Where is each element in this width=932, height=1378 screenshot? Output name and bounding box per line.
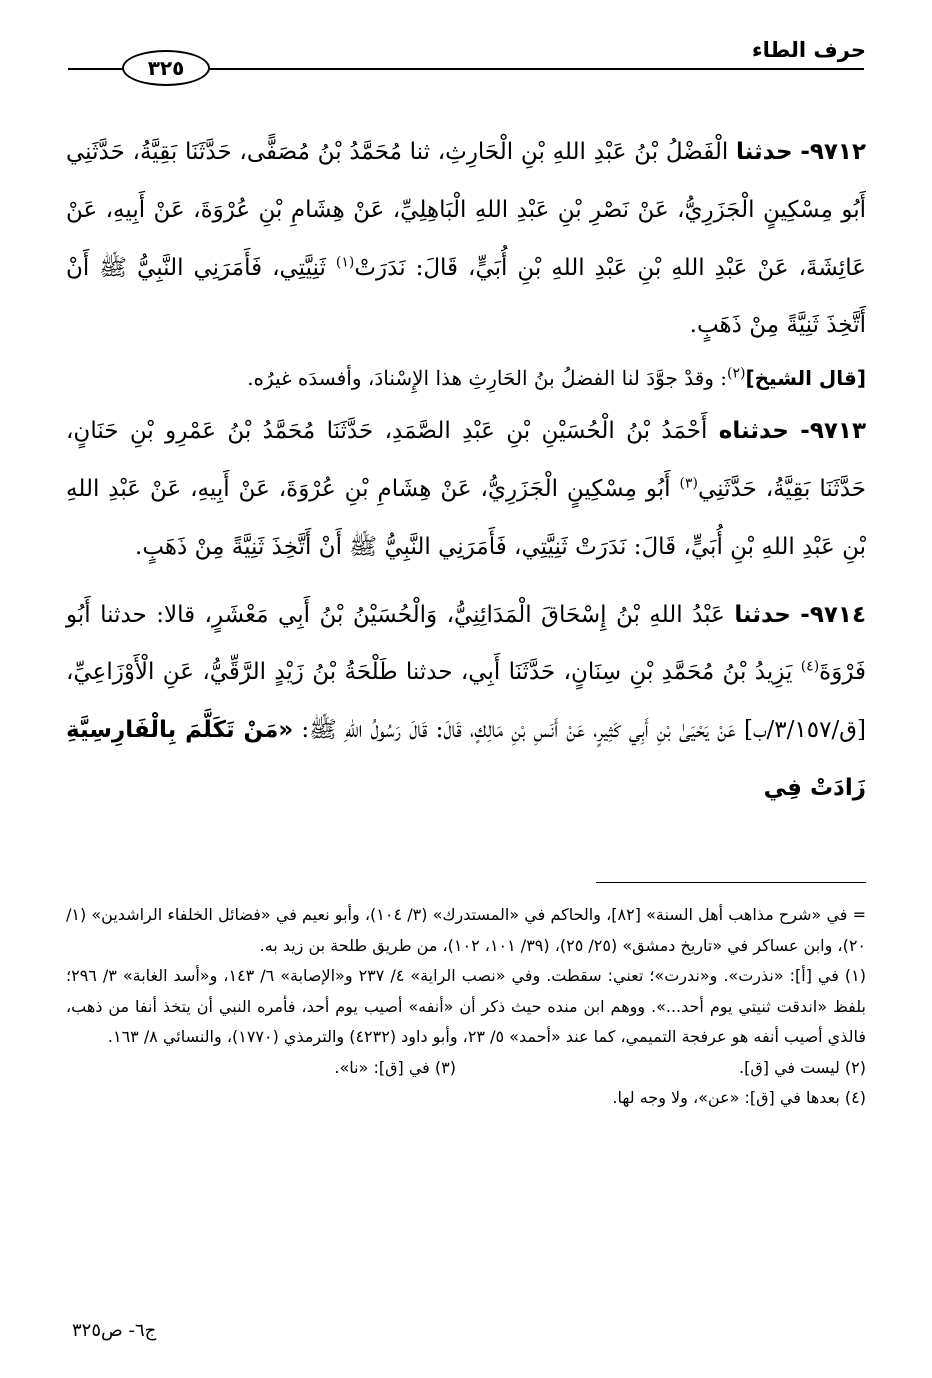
footnote-3: (٣) في [ق]: «نا». xyxy=(334,1057,456,1077)
page-number: ٣٢٥ xyxy=(122,50,210,86)
hadith-lead: حدثنا xyxy=(736,139,793,165)
sheikh-label: [قال الشيخ] xyxy=(745,366,866,391)
hadith-9713 xyxy=(66,403,866,576)
hadith-lead: حدثناه xyxy=(718,418,789,445)
prophetic-quote: «مَنْ تَكَلَّمَ بِالْفَارِسِيَّةِ زَادَتْ فِي xyxy=(66,717,866,801)
hadith-number: ٩٧١٢- xyxy=(800,139,867,165)
footnote-ref: (٢) xyxy=(727,365,746,382)
hadith-number: ٩٧١٤- xyxy=(800,601,866,628)
sheikh-text: : وقدْ جوَّدَ لنا الفضلُ بنُ الحَارِثِ هذا الإِسْنادَ، وأفسدَه غيرُه. xyxy=(247,366,728,391)
sheikh-note xyxy=(66,361,866,395)
footnote-ref: (٤) xyxy=(800,658,820,675)
hadith-text-continued: أَبُو مِسْكِينٍ الْجَزَرِيُّ، عَنْ هِشَامِ بْنِ عُرْوَةَ، عَنْ أَبِيهِ، عَنْ عَبْدِ اللهِ بْنِ عَبْدِ اللهِ بْنِ أُبَيٍّ، قَالَ: نَدَرَتْ ثَنِيَّتِي، فَأَمَرَنِي النَّبِيُّ ﷺ أَنْ أَتَّخِذَ ثَنِيَّةً مِنْ ذَهَبٍ. xyxy=(66,475,866,560)
footnote-rule xyxy=(596,882,866,883)
hadith-lead: حدثنا xyxy=(734,601,791,628)
footnotes xyxy=(66,900,866,1114)
footnote-4: (٤) بعدها في [ق]: «عن»، ولا وجه لها. xyxy=(612,1088,866,1107)
main-text xyxy=(66,124,866,818)
hadith-text-continued: ثَنِيَّتِي، فَأَمَرَنِي النَّبِيُّ ﷺ أَنْ أَتَّخِذَ ثَنِيَّةً مِنْ ذَهَبٍ. xyxy=(66,254,866,339)
hadith-number: ٩٧١٣- xyxy=(800,418,866,445)
hadith-9714 xyxy=(66,587,866,818)
footnote-ref: (١) xyxy=(335,253,355,270)
footnote-ref: (٣) xyxy=(679,475,698,492)
hadith-9712 xyxy=(66,124,866,355)
hadith-text-continued: يَزِيدُ بْنُ مُحَمَّدِ بْنِ سِنَانٍ، حَدَّثَنَا أَبِي، حدثنا طَلْحَةُ بْنُ زَيْدٍ الرَّقِّيُّ، عَنِ الْأَوْزَاعِيِّ، [ق/٣/١٥٧/ب] عَنْ يَحْيَىٰ بْنِ أَبِي كَثِيرٍ، عَنْ أَنَسِ بْنِ مَالِكٍ، قَالَ: قَالَ رَسُولُ اللهِ ﷺ: xyxy=(66,659,867,744)
footnote-2: (٢) ليست في [ق]. xyxy=(739,1057,866,1077)
chapter-title: حرف الطاء xyxy=(751,38,866,62)
footnote-1: (١) في [أ]: «نذرت». و«ندرت»؛ تعني: سقطت. وفي «نصب الراية» ٤/ ٢٣٧ و«الإصابة» ٦/ ١٤٣، و«أسد الغابة» ٣/ ٢٩٦؛ بلفظ «اندقت ثنيتي يوم أحد...». ووهم ابن منده حيث ذكر أن «أنفه» أصيب يوم أحد، فأمره النبي أن يتخذ أنفا من ذهب، فالذي أصيب أنفه هو عرفجة التميمي، كما عند «أحمد» ٥/ ٢٣، وأبو داود (٤٢٣٢) والترمذي (١٧٧٠)، والنسائي ٨/ ١٦٣. xyxy=(66,966,866,1046)
hadith-text: عَبْدُ اللهِ بْنُ إِسْحَاقَ الْمَدَائِنِيُّ، وَالْحُسَيْنُ بْنُ أَبِي مَعْشَرٍ، قالا: حدثنا أَبُو فَرْوَةَ xyxy=(66,601,867,686)
hadith-text: أَحْمَدُ بْنُ الْحُسَيْنِ بْنِ عَبْدِ الصَّمَدِ، حَدَّثَنَا مُحَمَّدُ بْنُ عَمْرِو بْنِ حَنَانٍ، حَدَّثَنَا بَقِيَّةُ، حَدَّثَنِي xyxy=(66,418,867,502)
footnote-continued: = في «شرح مذاهب أهل السنة» [٨٢]، والحاكم في «المستدرك» (٣/ ١٠٤)، وأبو نعيم في «فضائل الخلفاء الراشدين» (١/ ٢٠)، وابن عساكر في «تاريخ دمشق» (٢٥/ ٢٥)، (٣٩/ ١٠١، ١٠٢)، من طريق طلحة بن زيد به. xyxy=(66,905,866,955)
footnote-row xyxy=(66,1053,866,1084)
hadith-text: الْفَضْلُ بْنُ عَبْدِ اللهِ بْنِ الْحَارِثِ، ثنا مُحَمَّدُ بْنُ مُصَفًّى، حَدَّثَنَا بَقِيَّةُ، حَدَّثَنِي أَبُو مِسْكِينٍ الْجَزَرِيُّ، عَنْ نَصْرِ بْنِ عَبْدِ اللهِ الْبَاهِلِيِّ، عَنْ هِشَامِ بْنِ عُرْوَةَ، عَنْ أَبِيهِ، عَنْ عَائِشَةَ، عَنْ عَبْدِ اللهِ بْنِ عَبْدِ اللهِ بْنِ أُبَيٍّ، قَالَ: نَدَرَتْ xyxy=(66,139,866,281)
volume-page-marker: ج٦- ص٣٢٥ xyxy=(72,1320,157,1341)
